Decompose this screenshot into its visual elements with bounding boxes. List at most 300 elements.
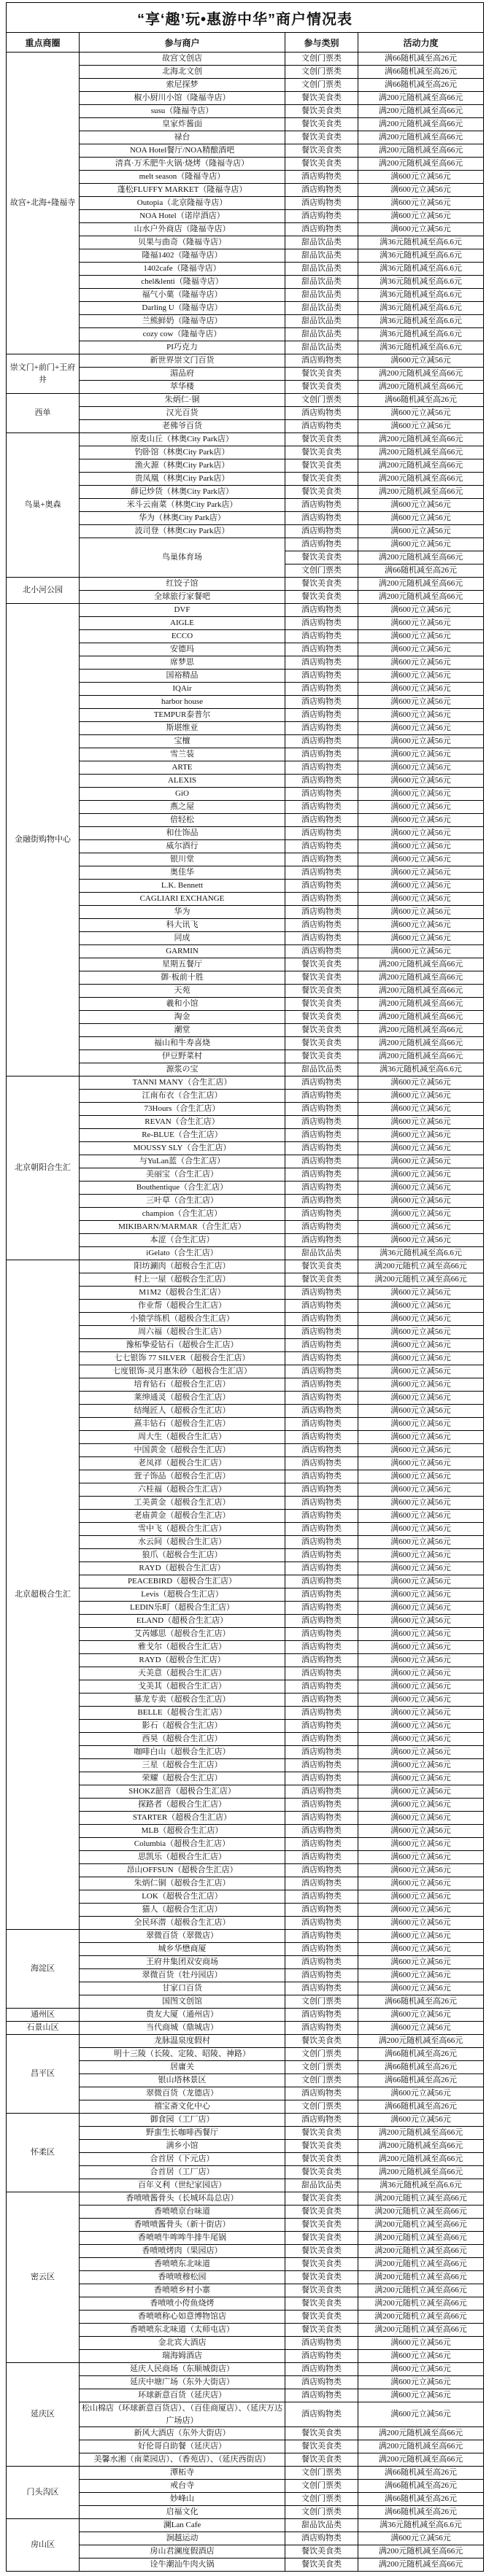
merchant-cell: 雪中飞（超极合生汇店） — [80, 1523, 285, 1536]
merchant-cell: 渔火源（林奥City Park店） — [80, 459, 285, 473]
deal-cell: 满600元立减56元 — [358, 1339, 484, 1352]
deal-cell: 满66随机减至高26元 — [358, 2467, 484, 2480]
merchant-cell: 本涩（合生汇店） — [80, 1234, 285, 1247]
category-cell: 酒店购物类 — [285, 761, 358, 775]
category-cell: 酒店购物类 — [285, 919, 358, 932]
merchant-cell: 钓卧馆（林奥City Park店） — [80, 446, 285, 459]
deal-cell: 满200元随机减至高66元 — [358, 92, 484, 105]
deal-cell: 满200元随机减至高66元 — [358, 2440, 484, 2453]
category-cell: 酒店购物类 — [285, 1694, 358, 1707]
deal-cell: 满600元立减56元 — [358, 840, 484, 853]
category-cell: 酒店购物类 — [285, 512, 358, 525]
deal-cell: 满600元立减56元 — [358, 801, 484, 814]
merchant-cell: 江南布衣（合生汇店） — [80, 1090, 285, 1103]
category-cell: 餐饮美食类 — [285, 1024, 358, 1037]
merchant-cell: 香喷喷称心如意博物馆店 — [80, 2311, 285, 2324]
merchant-cell: 朱炳仁·铜 — [80, 394, 285, 407]
merchant-cell: Outopia（北京隆福寺店） — [80, 197, 285, 210]
deal-cell: 满66随机减至高26元 — [358, 79, 484, 92]
category-cell: 文创门票类 — [285, 2467, 358, 2480]
merchant-cell: 狼爪（超极合生汇店） — [80, 1549, 285, 1562]
district-cell: 石景山区 — [7, 2022, 80, 2035]
category-cell: 酒店购物类 — [285, 1772, 358, 1785]
deal-cell: 满600元立减56元 — [358, 670, 484, 683]
category-cell: 餐饮美食类 — [285, 131, 358, 144]
deal-cell: 满600元立减56元 — [358, 630, 484, 643]
table-row — [7, 1930, 484, 1943]
category-cell: 酒店购物类 — [285, 906, 358, 919]
merchant-cell: 燕之屋 — [80, 801, 285, 814]
deal-cell: 满600元立减56元 — [358, 893, 484, 906]
deal-cell: 满600元立减56元 — [358, 2532, 484, 2545]
category-cell: 文创门票类 — [285, 565, 358, 578]
deal-cell: 满600元立减56元 — [358, 1129, 484, 1142]
category-cell: 餐饮美食类 — [285, 2271, 358, 2284]
category-cell: 餐饮美食类 — [285, 1037, 358, 1050]
merchant-cell: 美丽宝（合生汇店） — [80, 1168, 285, 1182]
deal-cell: 满600元立减56元 — [358, 1155, 484, 1168]
deal-cell: 满200元随机减至高66元 — [358, 131, 484, 144]
deal-cell: 满36元随机减至高6.6元 — [358, 289, 484, 302]
deal-cell: 满600元立减56元 — [358, 788, 484, 801]
merchant-cell: 翠微百货（牡丹园店） — [80, 1969, 285, 1982]
category-cell: 酒店购物类 — [285, 696, 358, 709]
category-cell: 酒店购物类 — [285, 1326, 358, 1339]
district-cell: 密云区 — [7, 2192, 80, 2363]
category-cell: 餐饮美食类 — [285, 1273, 358, 1287]
deal-cell: 满600元立减56元 — [358, 1562, 484, 1575]
deal-cell: 满600元立减56元 — [358, 1392, 484, 1405]
merchant-cell: 三叶草（合生汇店） — [80, 1195, 285, 1208]
deal-cell: 满200元随机减至高66元 — [358, 1037, 484, 1050]
deal-cell: 满600元立减56元 — [358, 420, 484, 433]
category-cell: 酒店购物类 — [285, 1457, 358, 1470]
deal-cell: 满36元随机减至高6.6元 — [358, 1247, 484, 1260]
merchant-cell: 金北宾大酒店 — [80, 2337, 285, 2350]
deal-cell: 满600元立减56元 — [358, 184, 484, 197]
deal-cell: 满600元立减56元 — [358, 1930, 484, 1943]
column-header-district: 重点商圈 — [7, 33, 80, 53]
column-header-deal: 活动力度 — [358, 33, 484, 53]
merchant-cell: MLB（超极合生汇店） — [80, 1825, 285, 1838]
deal-cell: 满600元立减56元 — [358, 2376, 484, 2389]
category-cell: 酒店购物类 — [285, 1812, 358, 1825]
merchant-cell: 影石（超极合生汇店） — [80, 1720, 285, 1733]
category-cell: 餐饮美食类 — [285, 2440, 358, 2453]
merchant-cell: 明十三陵（长陵、定陵、昭陵、神路） — [80, 2048, 285, 2061]
deal-cell: 满200元随机减至高66元 — [358, 591, 484, 604]
deal-cell: 满600元立减56元 — [358, 1300, 484, 1313]
category-cell: 甜品饮品类 — [285, 1063, 358, 1076]
category-cell: 餐饮美食类 — [285, 1050, 358, 1063]
merchant-cell: 新风大酒店（东外大街店） — [80, 2427, 285, 2440]
merchant-cell: 淘金 — [80, 1011, 285, 1024]
deal-cell: 满600元立减56元 — [358, 880, 484, 893]
category-cell: 餐饮美食类 — [285, 368, 358, 381]
category-cell: 酒店购物类 — [285, 210, 358, 223]
deal-cell: 满600元立减56元 — [358, 538, 484, 551]
deal-cell: 满600元立减56元 — [358, 709, 484, 722]
deal-cell: 满600元立减56元 — [358, 1549, 484, 1562]
merchant-cell: 伊豆野菜村 — [80, 1050, 285, 1063]
merchant-cell: GARMIN — [80, 945, 285, 958]
deal-cell: 满600元立减56元 — [358, 722, 484, 735]
merchant-cell: susu（隆福寺店） — [80, 105, 285, 118]
merchant-cell: GiO — [80, 788, 285, 801]
deal-cell: 满600元立减56元 — [358, 1799, 484, 1812]
merchant-cell: RAYD（超极合生汇店） — [80, 1562, 285, 1575]
merchant-cell: 启福文化 — [80, 2506, 285, 2519]
merchant-cell: 合首居（工厂店） — [80, 2166, 285, 2179]
deal-cell: 满600元立减56元 — [358, 2114, 484, 2127]
merchant-cell: Levis（超极合生汇店） — [80, 1588, 285, 1602]
deal-cell: 满200元随机减至高66元 — [358, 2140, 484, 2153]
category-cell: 酒店购物类 — [285, 1602, 358, 1615]
category-cell: 酒店购物类 — [285, 1785, 358, 1799]
merchant-cell: 鸟巢体育场 — [80, 538, 285, 578]
deal-cell: 满36元随机减至高6.6元 — [358, 2179, 484, 2192]
deal-cell: 满600元立减56元 — [358, 814, 484, 827]
merchant-cell: PEACEBIRD（超极合生汇店） — [80, 1575, 285, 1588]
merchant-cell: AIGLE — [80, 617, 285, 630]
merchant-cell: 银山塔林景区 — [80, 2074, 285, 2087]
category-cell: 甜品饮品类 — [285, 315, 358, 328]
merchant-cell: 星期五餐厅 — [80, 958, 285, 971]
merchant-cell: 老庙黄金（超极合生汇店） — [80, 1510, 285, 1523]
category-cell: 酒店购物类 — [285, 604, 358, 617]
merchant-cell: M1M2（超极合生汇店） — [80, 1287, 285, 1300]
title-row — [7, 3, 484, 33]
category-cell: 餐饮美食类 — [285, 2453, 358, 2467]
category-cell: 酒店购物类 — [285, 1720, 358, 1733]
category-cell: 酒店购物类 — [285, 1943, 358, 1956]
merchant-cell: 城乡华懋商厦 — [80, 1943, 285, 1956]
district-cell: 北小河公园 — [7, 578, 80, 604]
district-cell: 北京朝阳合生汇 — [7, 1076, 80, 1260]
deal-cell: 满200元随机减至高66元 — [358, 368, 484, 381]
category-cell: 酒店购物类 — [285, 1483, 358, 1497]
deal-cell: 满600元立减56元 — [358, 1759, 484, 1772]
category-cell: 餐饮美食类 — [285, 486, 358, 499]
merchant-cell: 萃华楼 — [80, 381, 285, 394]
deal-cell: 满36元随机减至高6.6元 — [358, 276, 484, 289]
deal-cell: 满600元立减56元 — [358, 1904, 484, 1917]
deal-cell: 满600元立减56元 — [358, 2022, 484, 2035]
merchant-cell: 贵友大厦（通州店） — [80, 2009, 285, 2022]
deal-cell: 满600元立减56元 — [358, 1667, 484, 1680]
category-cell: 酒店购物类 — [285, 1182, 358, 1195]
table-row — [7, 53, 484, 66]
deal-cell: 满600元立减56元 — [358, 932, 484, 945]
category-cell: 酒店购物类 — [285, 748, 358, 761]
deal-cell: 满600元立减56元 — [358, 1523, 484, 1536]
deal-cell: 满66随机减至高26元 — [358, 66, 484, 79]
deal-cell: 满600元立减56元 — [358, 1680, 484, 1694]
deal-cell: 满600元立减56元 — [358, 2402, 484, 2427]
category-cell: 酒店购物类 — [285, 1116, 358, 1129]
deal-cell: 满600元立减56元 — [358, 2350, 484, 2363]
table-row — [7, 2114, 484, 2127]
deal-cell: 满200元随机立减至高66元 — [358, 2271, 484, 2284]
merchant-cell: 香喷喷酱骨头（长城环岛总店） — [80, 2192, 285, 2205]
category-cell: 餐饮美食类 — [285, 2232, 358, 2245]
merchant-cell: 椒小厨川小馆（隆福寺店） — [80, 92, 285, 105]
merchant-cell: 华为（林奥City Park店） — [80, 512, 285, 525]
category-cell: 甜品饮品类 — [285, 249, 358, 263]
deal-cell: 满600元立减56元 — [358, 906, 484, 919]
table-body — [7, 53, 484, 2572]
category-cell: 酒店购物类 — [285, 788, 358, 801]
table-row — [7, 2009, 484, 2022]
category-cell: 酒店购物类 — [285, 1969, 358, 1982]
deal-cell: 满36元随机减至高6.6元 — [358, 236, 484, 249]
deal-cell: 满600元立减56元 — [358, 1772, 484, 1785]
deal-cell: 满600元立减56元 — [358, 1615, 484, 1628]
merchant-cell: 朱炳仁铜（超极合生汇店） — [80, 1877, 285, 1890]
category-cell: 甜品饮品类 — [285, 2179, 358, 2192]
table-row — [7, 433, 484, 446]
category-cell: 酒店购物类 — [285, 1431, 358, 1444]
deal-cell: 满600元立减56元 — [358, 197, 484, 210]
merchant-cell: 福气小菓（隆福寺店） — [80, 289, 285, 302]
category-cell: 甜品饮品类 — [285, 2519, 358, 2532]
merchant-cell: 荣耀（超极合生汇店） — [80, 1772, 285, 1785]
merchant-cell: SHOKZ韶音（超极合生汇店） — [80, 1785, 285, 1799]
district-cell: 房山区 — [7, 2519, 80, 2572]
category-cell: 餐饮美食类 — [285, 2153, 358, 2166]
merchant-cell: 香喷喷乡村小寨 — [80, 2284, 285, 2297]
deal-cell: 满600元立减56元 — [358, 1588, 484, 1602]
merchant-cell: 西昊（超极合生汇店） — [80, 1733, 285, 1746]
deal-cell: 满200元随机减至高66元 — [358, 433, 484, 446]
merchant-cell: 科大讯飞 — [80, 919, 285, 932]
merchant-cell: CAGLIARI EXCHANGE — [80, 893, 285, 906]
table-row — [7, 604, 484, 617]
merchant-cell: 环球新意百货（延庆店） — [80, 2389, 285, 2402]
category-cell: 酒店购物类 — [285, 643, 358, 656]
district-cell: 通州区 — [7, 2009, 80, 2022]
merchant-cell: REVAN（合生汇店） — [80, 1116, 285, 1129]
category-cell: 酒店购物类 — [285, 2087, 358, 2100]
deal-cell: 满66随机减至高26元 — [358, 53, 484, 66]
deal-cell: 满66随机减至高26元 — [358, 2506, 484, 2519]
merchant-cell: 甘家口百货 — [80, 1982, 285, 1995]
merchant-cell: 龙脉温泉度假村 — [80, 2035, 285, 2048]
deal-cell: 满200元随机立减至高66元 — [358, 2219, 484, 2232]
deal-cell: 满66随机减至高26元 — [358, 2100, 484, 2114]
category-cell: 酒店购物类 — [285, 1956, 358, 1969]
deal-cell: 满600元立减56元 — [358, 2363, 484, 2376]
deal-cell: 满600元立减56元 — [358, 1116, 484, 1129]
district-cell: 金融街购物中心 — [7, 604, 80, 1076]
table-row — [7, 2192, 484, 2205]
deal-cell: 满200元随机减至高66元 — [358, 118, 484, 131]
deal-cell: 满200元随机减至高66元 — [358, 105, 484, 118]
category-cell: 酒店购物类 — [285, 670, 358, 683]
category-cell: 餐饮美食类 — [285, 433, 358, 446]
deal-cell: 满600元立减56元 — [358, 866, 484, 880]
category-cell: 酒店购物类 — [285, 1759, 358, 1772]
merchant-cell: LOK（超极合生汇店） — [80, 1890, 285, 1904]
merchant-cell: 戈美其（超极合生汇店） — [80, 1680, 285, 1694]
category-cell: 酒店购物类 — [285, 1549, 358, 1562]
deal-cell: 满600元立减56元 — [358, 656, 484, 670]
merchant-cell: BELLE（超极合生汇店） — [80, 1707, 285, 1720]
table-row — [7, 2363, 484, 2376]
deal-cell: 满600元立减56元 — [358, 827, 484, 840]
table-row — [7, 394, 484, 407]
merchant-cell: 羲和小馆 — [80, 998, 285, 1011]
merchant-cell: 薛记炒货（林奥City Park店） — [80, 486, 285, 499]
deal-cell: 满600元立减56元 — [358, 735, 484, 748]
category-cell: 餐饮美食类 — [285, 971, 358, 985]
table-row — [7, 354, 484, 368]
category-cell: 文创门票类 — [285, 2100, 358, 2114]
merchant-cell: 禧宝斋文化中心 — [80, 2100, 285, 2114]
category-cell: 酒店购物类 — [285, 1444, 358, 1457]
deal-cell: 满200元随机立减至高66元 — [358, 2192, 484, 2205]
district-cell: 海淀区 — [7, 1930, 80, 2009]
category-cell: 酒店购物类 — [285, 1799, 358, 1812]
merchant-cell: 七度银饰-灵月惠朱砂（超极合生汇店） — [80, 1365, 285, 1378]
deal-cell: 满66随机减至高26元 — [358, 2074, 484, 2087]
merchant-cell: 山水户外商店（隆福寺店） — [80, 223, 285, 236]
merchant-cell: 御食园（工厂店） — [80, 2114, 285, 2127]
category-cell: 酒店购物类 — [285, 2363, 358, 2376]
category-cell: 餐饮美食类 — [285, 578, 358, 591]
deal-cell: 满600元立减56元 — [358, 1982, 484, 1995]
merchant-cell: 野蛮生长咖啡西餐厅 — [80, 2127, 285, 2140]
category-cell: 酒店购物类 — [285, 2114, 358, 2127]
category-cell: 餐饮美食类 — [285, 2035, 358, 2048]
category-cell: 甜品饮品类 — [285, 302, 358, 315]
deal-cell: 满600元立减56元 — [358, 1090, 484, 1103]
deal-cell: 满200元随机减至高66元 — [358, 1050, 484, 1063]
deal-cell: 满36元随机减至高6.6元 — [358, 2519, 484, 2532]
category-cell: 文创门票类 — [285, 2061, 358, 2074]
merchant-cell: 戒台寺 — [80, 2480, 285, 2493]
merchant-cell: Columbia（超极合生汇店） — [80, 1838, 285, 1851]
category-cell: 酒店购物类 — [285, 354, 358, 368]
deal-cell: 满200元随机减至高66元 — [358, 144, 484, 158]
category-cell: 酒店购物类 — [285, 945, 358, 958]
category-cell: 甜品饮品类 — [285, 263, 358, 276]
deal-cell: 满200元随机立减至高66元 — [358, 2284, 484, 2297]
category-cell: 文创门票类 — [285, 1995, 358, 2009]
category-cell: 酒店购物类 — [285, 171, 358, 184]
deal-cell: 满600元立减56元 — [358, 1969, 484, 1982]
deal-cell: 满200元随机减至高66元 — [358, 998, 484, 1011]
category-cell: 酒店购物类 — [285, 1877, 358, 1890]
category-cell: 餐饮美食类 — [285, 998, 358, 1011]
deal-cell: 满600元立减56元 — [358, 1208, 484, 1221]
category-cell: 酒店购物类 — [285, 1103, 358, 1116]
deal-cell: 满600元立减56元 — [358, 223, 484, 236]
category-cell: 餐饮美食类 — [285, 1260, 358, 1273]
deal-cell: 满600元立减56元 — [358, 604, 484, 617]
category-cell: 酒店购物类 — [285, 2022, 358, 2035]
merchant-cell: ELAND（超极合生汇店） — [80, 1615, 285, 1628]
merchant-cell: 老佛爷百货 — [80, 420, 285, 433]
deal-cell: 满600元立减56元 — [358, 643, 484, 656]
deal-cell: 满600元立减56元 — [358, 1142, 484, 1155]
deal-cell: 满600元立减56元 — [358, 1418, 484, 1431]
category-cell: 酒店购物类 — [285, 1982, 358, 1995]
merchant-cell: 猫人（超极合生汇店） — [80, 1904, 285, 1917]
deal-cell: 满66随机减至高26元 — [358, 2061, 484, 2074]
deal-cell: 满600元立减56元 — [358, 853, 484, 866]
category-cell: 餐饮美食类 — [285, 2558, 358, 2572]
deal-cell: 满600元立减56元 — [358, 696, 484, 709]
merchant-cell: 威尔酒行 — [80, 840, 285, 853]
merchant-cell: 满乡小馆 — [80, 2140, 285, 2153]
deal-cell: 满200元随机立减至高66元 — [358, 2205, 484, 2219]
category-cell: 餐饮美食类 — [285, 958, 358, 971]
category-cell: 酒店购物类 — [285, 1090, 358, 1103]
category-cell: 酒店购物类 — [285, 1365, 358, 1378]
deal-cell: 满600元立减56元 — [358, 171, 484, 184]
category-cell: 酒店购物类 — [285, 499, 358, 512]
deal-cell: 满600元立减56元 — [358, 1825, 484, 1838]
deal-cell: 满600元立减56元 — [358, 1313, 484, 1326]
merchant-cell: 湄品府 — [80, 368, 285, 381]
merchant-cell: 香喷喷酱骨头（新十街店） — [80, 2219, 285, 2232]
merchant-cell: 周六福（超极合生汇店） — [80, 1326, 285, 1339]
category-cell: 酒店购物类 — [285, 735, 358, 748]
deal-cell: 满600元立减56元 — [358, 1103, 484, 1116]
category-cell: 酒店购物类 — [285, 538, 358, 551]
category-cell: 酒店购物类 — [285, 2376, 358, 2389]
category-cell: 酒店购物类 — [285, 1917, 358, 1930]
merchant-cell: Bouthentique（合生汇店） — [80, 1182, 285, 1195]
category-cell: 酒店购物类 — [285, 1234, 358, 1247]
category-cell: 文创门票类 — [285, 2048, 358, 2061]
deal-cell: 满36元随机减至高6.6元 — [358, 315, 484, 328]
deal-cell: 满36元随机减至高6.6元 — [358, 1063, 484, 1076]
category-cell: 酒店购物类 — [285, 1287, 358, 1300]
deal-cell: 满600元立减56元 — [358, 499, 484, 512]
deal-cell: 满600元立减56元 — [358, 1076, 484, 1090]
district-cell: 西单 — [7, 394, 80, 433]
category-cell: 酒店购物类 — [285, 1904, 358, 1917]
category-cell: 酒店购物类 — [285, 1667, 358, 1680]
category-cell: 酒店购物类 — [285, 722, 358, 735]
deal-cell: 满600元立减56元 — [358, 1497, 484, 1510]
merchant-cell: MIKIBARN/MARMAR（合生汇店） — [80, 1221, 285, 1234]
merchant-cell: 潮堂 — [80, 1024, 285, 1037]
merchant-cell: 探路者（超极合生汇店） — [80, 1799, 285, 1812]
deal-cell: 满600元立减56元 — [358, 1917, 484, 1930]
merchant-cell: DVF — [80, 604, 285, 617]
table-row — [7, 578, 484, 591]
district-cell: 怀柔区 — [7, 2114, 80, 2192]
category-cell: 文创门票类 — [285, 66, 358, 79]
category-cell: 餐饮美食类 — [285, 2297, 358, 2311]
merchant-cell: RAYD（超极合生汇店） — [80, 1654, 285, 1667]
merchant-cell: 咖啡白山（超极合生汇店） — [80, 1746, 285, 1759]
merchant-cell: NOA Hotel餐厅/NOA精酿酒吧 — [80, 144, 285, 158]
merchant-cell: PI巧克力 — [80, 341, 285, 354]
deal-cell: 满600元立减56元 — [358, 1890, 484, 1904]
deal-cell: 满200元随机减至高66元 — [358, 473, 484, 486]
category-cell: 酒店购物类 — [285, 1418, 358, 1431]
merchant-cell: 培育钻石（超极合生汇店） — [80, 1378, 285, 1392]
merchant-cell: 王府井集团双安商场 — [80, 1956, 285, 1969]
category-cell: 酒店购物类 — [285, 617, 358, 630]
deal-cell: 满36元随机减至高6.6元 — [358, 302, 484, 315]
category-cell: 甜品饮品类 — [285, 276, 358, 289]
merchant-cell: 奥佳华 — [80, 866, 285, 880]
